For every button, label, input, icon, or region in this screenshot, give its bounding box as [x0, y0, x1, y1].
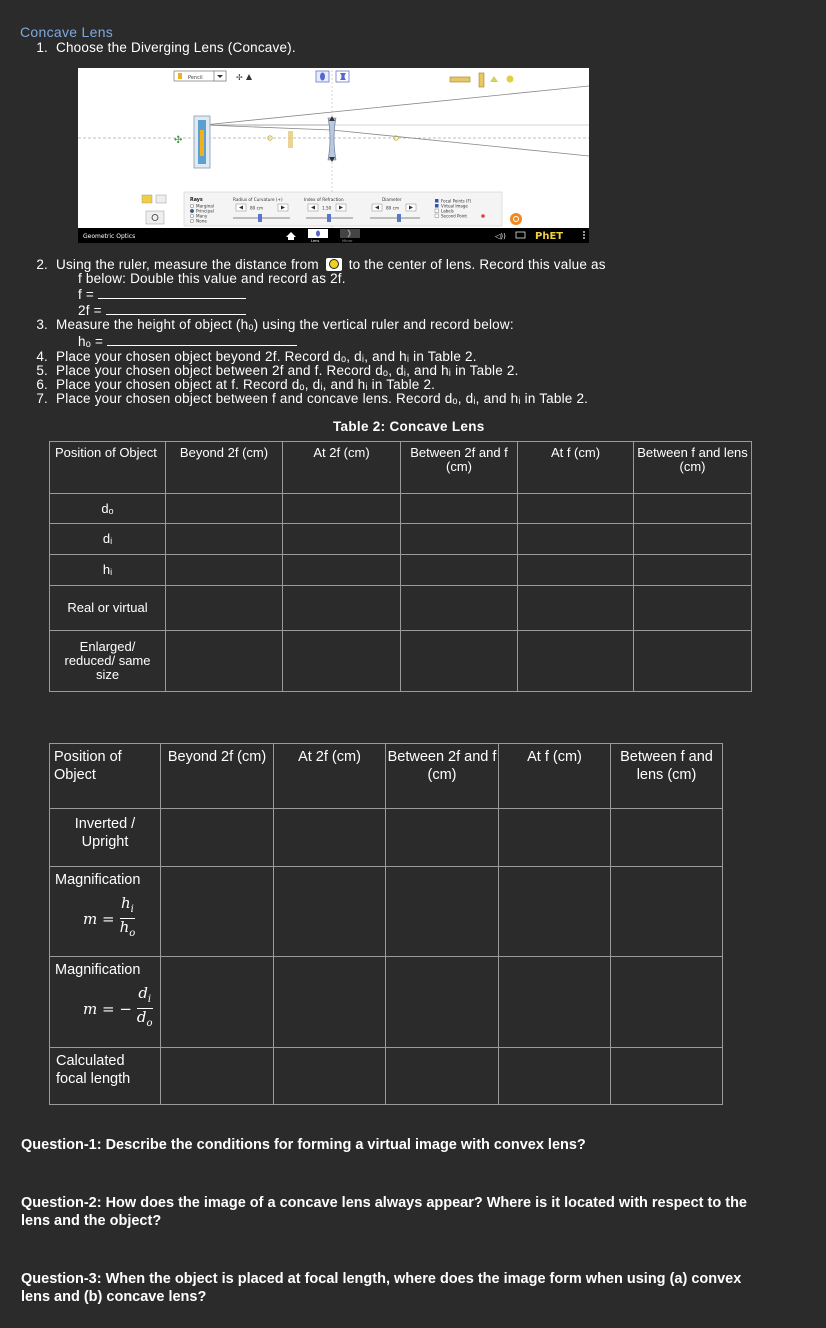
- f-answer-line[interactable]: [98, 287, 246, 299]
- twof-field: 2f =: [78, 303, 246, 318]
- svg-text:Second Point: Second Point: [441, 213, 467, 219]
- svg-text:Principal: Principal: [196, 208, 214, 214]
- header-beyond-2f: Beyond 2f (cm): [161, 744, 274, 809]
- table-cell[interactable]: [611, 1048, 723, 1105]
- table-cell[interactable]: [499, 809, 611, 867]
- svg-text:Index of Refraction: Index of Refraction: [304, 197, 344, 202]
- table-cell[interactable]: [386, 809, 499, 867]
- section-heading: Concave Lens: [20, 24, 114, 40]
- zoom-out-icon: [156, 195, 166, 203]
- table-title: Table 2: Concave Lens: [333, 419, 485, 434]
- table-row: [50, 494, 752, 524]
- step-7: 7. Place your chosen object between f and concave lens. Record dₒ, dᵢ, and hᵢ in Table 2.: [36, 391, 589, 406]
- header-at-2f: At 2f (cm): [274, 744, 386, 809]
- table-cell[interactable]: [386, 1048, 499, 1105]
- table-cell[interactable]: [401, 494, 518, 524]
- step-2-line2: f below: Double this value and record as 2f.: [78, 271, 346, 286]
- question-1: Question-1: Describe the conditions for forming a virtual image with convex lens?: [21, 1137, 586, 1153]
- twof-answer-line[interactable]: [106, 303, 246, 315]
- svg-text:1.50: 1.50: [322, 205, 332, 211]
- table-cell[interactable]: [518, 586, 634, 631]
- header-at-f: At f (cm): [499, 744, 611, 809]
- table-cell[interactable]: [634, 524, 752, 555]
- table-row: [50, 631, 752, 692]
- step-2: 2. Using the ruler, measure the distance from to the center of lens. Record this value as: [20, 258, 606, 272]
- table-cell[interactable]: [386, 867, 499, 957]
- table-cell[interactable]: [634, 631, 752, 692]
- svg-text:Radius of Curvature (+): Radius of Curvature (+): [233, 197, 283, 202]
- table-cell[interactable]: [274, 957, 386, 1048]
- step-number: 2.: [36, 257, 48, 272]
- header-position: Position of Object: [50, 442, 166, 494]
- table-cell[interactable]: [611, 957, 723, 1048]
- svg-text:Lens: Lens: [311, 239, 320, 243]
- header-at-f: At f (cm): [518, 442, 634, 494]
- table-row: [50, 586, 752, 631]
- svg-text:None: None: [196, 218, 207, 224]
- question-3: Question-3: When the object is placed at focal length, where does the image form when using (a) convex lens and (b) concave lens?: [21, 1271, 742, 1305]
- reset-view-icon: [146, 211, 164, 224]
- table-cell[interactable]: [166, 586, 283, 631]
- table-cell[interactable]: [401, 631, 518, 692]
- header-at-2f: At 2f (cm): [283, 442, 401, 494]
- svg-text:Labels: Labels: [441, 208, 454, 214]
- table-cell[interactable]: [499, 1048, 611, 1105]
- navigation-bar: [78, 228, 589, 243]
- concave-lens-table-1: [49, 441, 752, 692]
- svg-text:Mirror: Mirror: [342, 239, 353, 243]
- ruler-icon: [450, 77, 470, 82]
- header-beyond-2f: Beyond 2f (cm): [166, 442, 283, 494]
- table-cell[interactable]: [283, 555, 401, 586]
- table-cell[interactable]: [634, 494, 752, 524]
- table-cell[interactable]: [401, 586, 518, 631]
- rays-label: Rays: [190, 198, 203, 203]
- focal-point-icon: [326, 258, 342, 271]
- sound-icon: ◁)): [495, 232, 506, 241]
- row-label-inverted: Inverted / Upright: [50, 809, 161, 867]
- table-row: [50, 524, 752, 555]
- table-cell[interactable]: [166, 631, 283, 692]
- table-row: [50, 867, 723, 957]
- step-number: 3.: [36, 317, 48, 332]
- vertical-ruler-icon: [479, 73, 484, 87]
- table-cell[interactable]: [283, 631, 401, 692]
- object-select-label: Pencil: [188, 75, 203, 81]
- table-cell[interactable]: [161, 809, 274, 867]
- table-cell[interactable]: [166, 524, 283, 555]
- step-number: 1.: [36, 40, 48, 55]
- table-cell[interactable]: [634, 586, 752, 631]
- row-label-hi: hᵢ: [50, 555, 166, 586]
- concave-lens: [328, 118, 336, 160]
- table-cell[interactable]: [274, 809, 386, 867]
- svg-text:Focal Points (F): Focal Points (F): [441, 198, 472, 204]
- table-row: [50, 957, 723, 1048]
- svg-text:Virtual Image: Virtual Image: [441, 203, 468, 209]
- table-cell[interactable]: [274, 1048, 386, 1105]
- question-2: Question-2: How does the image of a concave lens always appear? Where is it located with respect to the lens and the object?: [21, 1195, 747, 1229]
- table-cell[interactable]: [166, 494, 283, 524]
- step-5: 5. Place your chosen object between 2f and f. Record dₒ, dᵢ, and hᵢ in Table 2.: [36, 363, 519, 378]
- table-cell[interactable]: [166, 555, 283, 586]
- table-cell[interactable]: [386, 957, 499, 1048]
- table-cell[interactable]: [161, 957, 274, 1048]
- header-between-f-lens: Between f and lens (cm): [634, 442, 752, 494]
- ho-field: hₒ =: [78, 334, 297, 349]
- ho-answer-line[interactable]: [107, 334, 297, 346]
- table-row: [50, 809, 723, 867]
- header-between-2f-f: Between 2f and f (cm): [401, 442, 518, 494]
- table-cell[interactable]: [283, 586, 401, 631]
- magnification-height-formula: m = $\frac{h_i}{h_o}$: [83, 894, 136, 939]
- row-label-magnification-height: Magnification m = $\frac{h_i}{h_o}$: [50, 867, 161, 957]
- f-field: f =: [78, 287, 246, 302]
- virtual-image: [288, 131, 293, 148]
- svg-text:80 cm: 80 cm: [250, 205, 264, 211]
- table-cell[interactable]: [401, 524, 518, 555]
- light-icon: [490, 76, 498, 82]
- header-between-f-lens: Between f and lens (cm): [611, 744, 723, 809]
- drag-handle-icon: ✣: [174, 135, 183, 146]
- header-position: Position of Object: [50, 744, 161, 809]
- table-cell[interactable]: [274, 867, 386, 957]
- simulation-screenshot: [78, 68, 589, 243]
- row-label-size: Enlarged/ reduced/ same size: [50, 631, 166, 692]
- table-cell[interactable]: [499, 957, 611, 1048]
- svg-text:Many: Many: [196, 213, 208, 219]
- svg-text:80 cm: 80 cm: [386, 205, 400, 211]
- table-cell[interactable]: [518, 524, 634, 555]
- table-cell[interactable]: [611, 809, 723, 867]
- step-1: [20, 41, 296, 55]
- step-text: Choose the Diverging Lens (Concave).: [56, 40, 296, 55]
- row-label-magnification-distance: Magnification m = − $\frac{d_i}{d_o}$: [50, 957, 161, 1048]
- row-label-do: dₒ: [50, 494, 166, 524]
- table-cell[interactable]: [283, 494, 401, 524]
- row-label-focal-length: Calculated focal length: [50, 1048, 161, 1105]
- table-row: [50, 555, 752, 586]
- table-cell[interactable]: [283, 524, 401, 555]
- svg-text:Diameter: Diameter: [382, 197, 402, 202]
- table-header-row: [50, 744, 723, 809]
- app-name: Geometric Optics: [83, 233, 136, 240]
- table-cell[interactable]: [518, 494, 634, 524]
- table-cell[interactable]: [161, 867, 274, 957]
- step-4: 4. Place your chosen object beyond 2f. Record dₒ, dᵢ, and hᵢ in Table 2.: [36, 349, 477, 364]
- table-cell[interactable]: [401, 555, 518, 586]
- table-cell[interactable]: [518, 631, 634, 692]
- table-cell[interactable]: [634, 555, 752, 586]
- table-cell[interactable]: [161, 1048, 274, 1105]
- row-label-real-virtual: Real or virtual: [50, 586, 166, 631]
- magnification-distance-formula: m = − $\frac{d_i}{d_o}$: [83, 984, 153, 1029]
- table-cell[interactable]: [611, 867, 723, 957]
- zoom-in-icon: [142, 195, 152, 203]
- table-header-row: [50, 442, 752, 494]
- svg-text:✢: ✢: [236, 73, 243, 82]
- pencil-object: [200, 130, 204, 156]
- phet-logo: PhET: [535, 231, 564, 242]
- svg-text:Marginal: Marginal: [196, 203, 215, 209]
- header-between-2f-f: Between 2f and f (cm): [386, 744, 499, 809]
- table-row: [50, 1048, 723, 1105]
- table-cell[interactable]: [518, 555, 634, 586]
- step-3: 3. Measure the height of object (hₒ) using the vertical ruler and record below:: [20, 318, 514, 332]
- step-6: 6. Place your chosen object at f. Record dₒ, dᵢ, and hᵢ in Table 2.: [36, 377, 436, 392]
- concave-lens-table-2: [49, 743, 723, 1105]
- bulb-icon: [507, 76, 514, 83]
- reset-all-icon: [510, 213, 522, 225]
- table-cell[interactable]: [499, 867, 611, 957]
- row-label-di: dᵢ: [50, 524, 166, 555]
